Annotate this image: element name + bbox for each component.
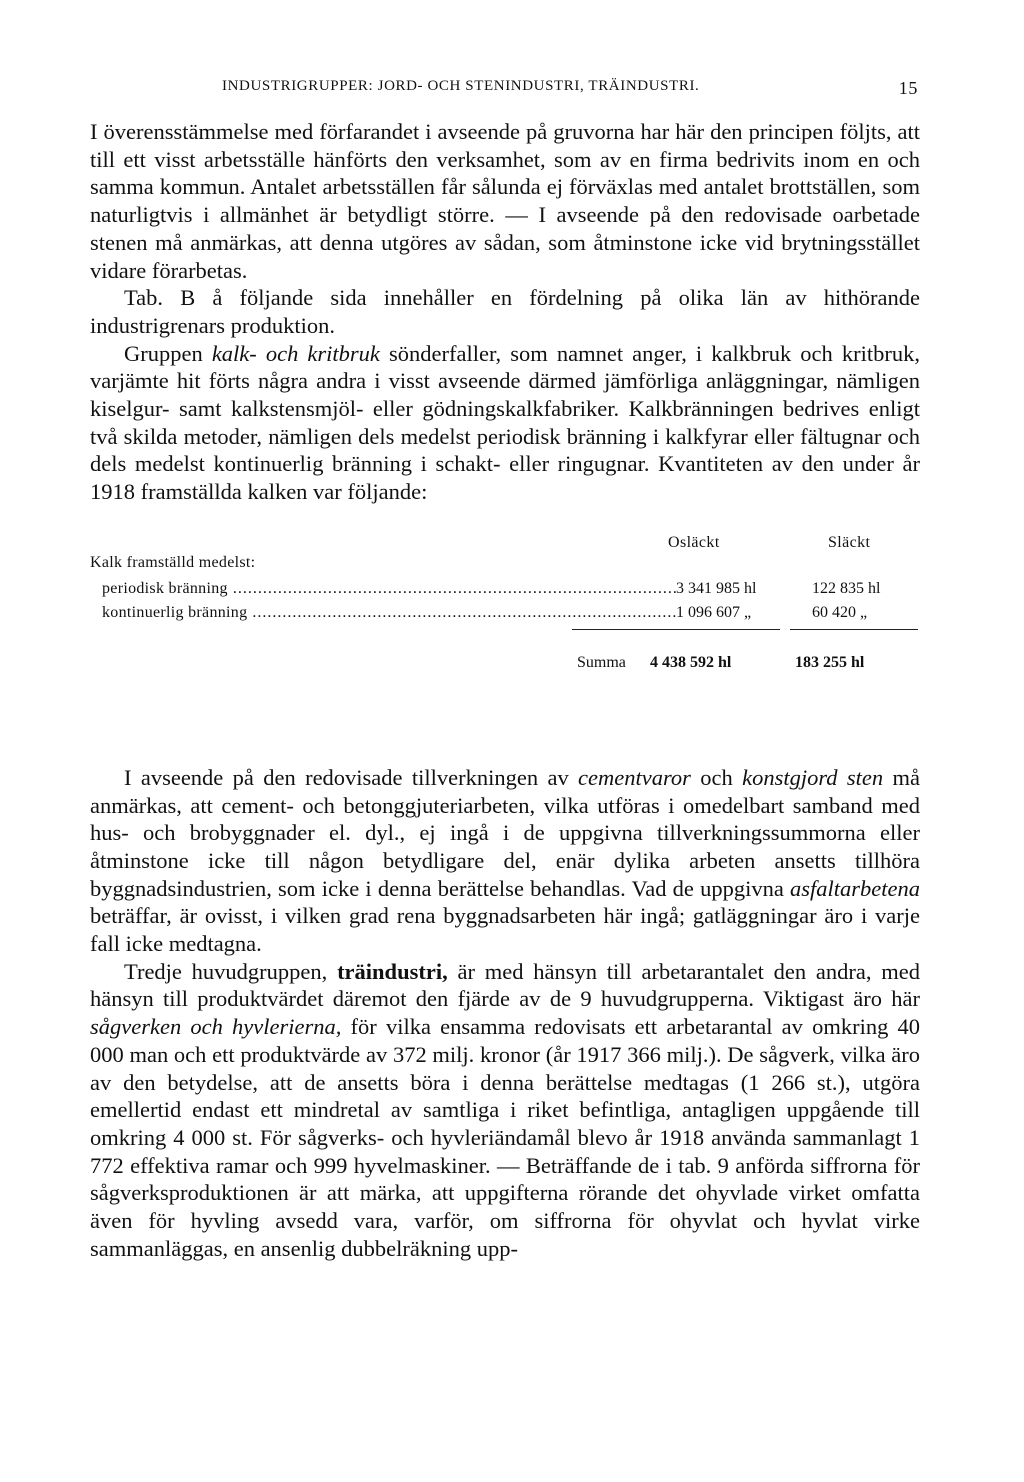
paragraph-cementvaror [90,764,920,958]
table-label: Kalk framställd medelst: [90,553,256,571]
row-label: kontinuerlig bränning ..... [102,604,678,622]
paragraph-tab-b: Tab. B å följande sida innehåller en fördelning på olika län av hithörande industrigrenars produktion. [90,285,920,338]
cell-slackt: 60 420 „ [812,603,868,621]
emphasis-kalk-kritbruk: kalk- och kritbruk [211,340,380,366]
sum-row [90,654,920,678]
emphasis-konstgjord-sten: konstgjord sten [742,764,884,790]
sum-oslackt: 4 438 592 hl [650,653,732,671]
sum-slackt: 183 255 hl [795,653,865,671]
row-label: periodisk bränning ..... [102,580,678,598]
paragraph-kalk [90,340,920,506]
cell-slackt: 122 835 hl [812,579,881,597]
paragraph-traindustri [90,958,920,1263]
text-run: Gruppen [124,340,212,366]
running-title: INDUSTRIGRUPPER: JORD- OCH STENINDUSTRI, TRÄINDUSTRI. [222,78,700,94]
emphasis-asfaltarbetena: asfaltarbetena [790,875,920,901]
text-run: och [690,764,743,790]
sum-rule [572,629,780,630]
cell-oslackt: 1 096 607 „ [676,603,752,621]
column-header-slackt: Släckt [828,533,871,551]
table-row [102,580,908,604]
emphasis-cementvaror: cementvaror [578,764,691,790]
page-number: 15 [898,78,918,98]
bold-traindustri: träindustri, [337,958,448,984]
text-run: Tredje huvudgruppen, [124,958,338,984]
column-header-oslackt: Osläckt [668,533,720,551]
text-run: beträffar, är ovisst, i vilken grad rena byggnadsarbeten här ingå; gatläggningar äro i varje fall icke medtagna. [90,903,920,957]
page-header [90,78,920,106]
emphasis-sagverken: sågverken och hyvlerierna, [90,1014,342,1040]
sum-rule [790,629,918,630]
text-run: för vilka ensamma redovisats ett arbetarantal av omkring 40 000 man och ett produktvärde av 372 milj. kronor (år 1917 366 milj.). De sågverk, vilka äro av den betydelse, att de ansetts böra i denna berättelse medtagas (1 266 st.), utgöra emellertid endast ett mindretal av samtliga i riket befintliga, antagligen uppgående till omkring 4 000 st. För sågverks- och hyvleriändamål blevo år 1918 använda sammanlagt 1 772 effektiva ramar och 999 hyvelmaskiner. — Beträffande de i tab. 9 anförda siffrorna för sågverksproduktionen är att märka, att uppgifterna rörande det ohyvlade virket omfatta även för hyvling avsedd vara, varför, om siffrorna för ohyvlat och hyvlat virke sammanläggas, en ansenlig dubbelräkning upp- [90,1014,920,1261]
table-row [102,604,908,628]
text-run: I avseende på den redovisade tillverkningen av [124,764,579,790]
sum-label: Summa [577,653,626,671]
cell-oslackt: 3 341 985 hl [676,579,757,597]
text-run: sönderfaller, som namnet anger, i kalkbruk och kritbruk, varjämte hit förts några andra i visst avseende därmed jämförliga anläggningar, nämligen kiselgur- samt kalkstensmjöl- eller gödningskalkfabriker. Kalkbränningen bedrives enligt två skilda metoder, nämligen dels medelst periodisk bränning i kalkfyrar eller fältugnar och dels medelst kontinuerlig bränning i schakt- eller ringugnar. Kvantiteten av den under år 1918 framställda kalken var följande: [90,340,920,505]
paragraph-gruvorna: I överensstämmelse med förfarandet i avseende på gruvorna har här den principen följts, att till ett visst arbetsställe hänförts den verksamhet, som av en firma bedrivits inom en och samma kommun. Antalet arbetsställen får sålunda ej förväxlas med antalet brottställen, som naturligtvis i allmänhet är betydligt större. — I avseende på den redovisade oarbetade stenen må anmärkas, att denna utgöres av sådan, som åtminstone icke vid brytningsstället vidare förarbetas. [90,119,920,283]
text-run: må anmärkas, att cement- och betonggjuteriarbeten, vilka utföras i omedelbart samband med hus- och brobyggnader el. dyl., ej ingå i de uppgivna tillverkningssummorna eller åtminstone icke till någon betydligare del, enär dylika arbeten ansetts tillhöra byggnadsindustrien, som icke i denna berättelse behandlas. Vad de uppgivna [90,764,920,901]
text-run: är med hänsyn till arbetarantalet den andra, med hänsyn till produktvärdet däremot den fjärde av de 9 huvudgrupperna. Viktigast äro här [90,958,920,1012]
document-page [90,78,920,1263]
kalk-table [90,534,920,712]
